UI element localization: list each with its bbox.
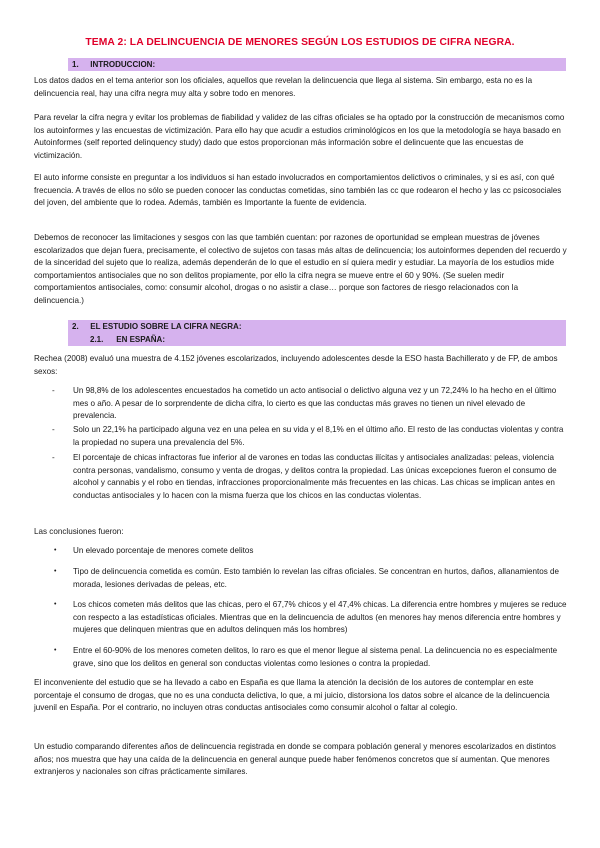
dash-item-1: Un 98,8% de los adolescentes encuestados ha cometido un acto antisocial o delictivo alguna vez y un 72,24% lo ha hecho en el último mes o año. A pesar de lo sorprendente de dicha cifra, lo cierto es que las conductas más graves no tienen un nivel elevado de prevalencia. [73, 386, 557, 420]
section-heading-cifra-negra [68, 320, 566, 333]
closing-paragraph-2: Un estudio comparando diferentes años de delincuencia registrada en donde se compara población general y menores escolarizados en distintos años; nos muestra que hay una caída de la delincuencia en general aunque puede haber fenómenos concretos que sí aumentan. Que menores extranjeros y nacionales son cifras prácticamente similares. [34, 742, 556, 776]
subsection-heading-espana [68, 333, 566, 346]
conclusion-item-2: Tipo de delincuencia cometida es común. Esto también lo revelan las cifras oficiales. Se concentran en hurtos, daños, allanamientos de morada, lesiones derivadas de peleas, etc. [73, 567, 560, 589]
intro-paragraph-3: El auto informe consiste en preguntar a los individuos si han estado involucrados en comportamientos delictivos o criminales, y si es así, con qué frecuencia. A través de ellos no sólo se pueden conocer las conductas cometidas, sino también las cc que rodearon el hecho y las cc psicosociales del joven, del ambiente que lo rodea. Además, también es Importante la fuente de evidencia. [34, 173, 562, 207]
dash-item-3: El porcentaje de chicas infractoras fue inferior al de varones en todas las conductas ilícitas y antisociales analizadas: peleas, violencia contra personas, vandalismo, consumo y venta de drogas, y delitos contra la propiedad. Las únicas excepciones fueron el consumo de alcohol y cannabis y el robo en tiendas, infracciones proporcionalmente más frecuentes en las chicas. Las chicas se implican antes en conductas antisociales y lo hacen con la misma fuerza que los chicos en las conductas violentas. [73, 453, 557, 500]
section-label: INTRODUCCION: [90, 60, 156, 69]
subsection-number: 2.1. [90, 335, 104, 344]
bullet-marker: • [54, 547, 57, 554]
conclusion-item-4: Entre el 60-90% de los menores cometen delitos, lo raro es que el menor llegue al sistema penal. La delincuencia no es especialmente grave, sino que los delitos en general son conductas violentas como lesiones o contra la propiedad. [73, 646, 558, 668]
subsection-label: EN ESPAÑA: [116, 335, 165, 344]
section-number: 2. [72, 322, 79, 331]
dash-item-2: Solo un 22,1% ha participado alguna vez en una pelea en su vida y el 8,1% en el último año. El resto de las conductas violentas y contra la propiedad no supera una prevalencia del 5%. [73, 425, 564, 447]
rechea-paragraph: Rechea (2008) evaluó una muestra de 4.152 jóvenes escolarizados, incluyendo adolescentes desde la ESO hasta Bachillerato y de FP, de ambos sexos: [34, 354, 558, 376]
dash-marker: - [52, 425, 55, 434]
bullet-marker: • [54, 601, 57, 608]
conclusion-item-1: Un elevado porcentaje de menores comete delitos [73, 546, 254, 555]
section-number: 1. [72, 60, 79, 69]
section-heading-introduccion [68, 58, 566, 71]
dash-marker: - [52, 453, 55, 462]
intro-paragraph-2: Para revelar la cifra negra y evitar los problemas de fiabilidad y validez de las cifras oficiales se ha optado por la construcción de mecanismos como los autoinformes y las encuestas de victimización. Para ello hay que acudir a estudios criminológicos en los que la metodología se haya basado en Autoinformes (self reported delinquency study) dado que estos proporcionan más información sobre el delincuente que las encuestas de victimización. [34, 113, 565, 160]
dash-marker: - [52, 386, 55, 395]
intro-paragraph-4: Debemos de reconocer las limitaciones y sesgos con las que también cuentan: por razones de oportunidad se emplean muestras de jóvenes escolarizados que dejan fuera, precisamente, el colectivo de sujetos con tasas más altas de delincuencia; los autoinformes dependen del recuerdo y de la sinceridad del sujeto que lo realiza, además dependerán de lo que el estudio en sí quiera medir y estudiar. La mayoría de los estudios mide comportamientos antisociales que no son delitos propiamente, por ello la cifra negra se mueve entre el 60 y 90%. (Se suelen medir comportamientos antisociales, como: consumir alcohol, drogas o no asistir a clase… porque son factores de riesgo relacionados con la delincuencia.) [34, 233, 567, 305]
conclusions-label: Las conclusiones fueron: [34, 527, 124, 536]
section-label: EL ESTUDIO SOBRE LA CIFRA NEGRA: [90, 322, 242, 331]
bullet-marker: • [54, 647, 57, 654]
conclusion-item-3: Los chicos cometen más delitos que las chicas, pero el 67,7% chicos y el 47,4% chicas. La diferencia entre hombres y mujeres se reduce con respecto a las estadísticas oficiales. Mientras que en la delincuencia de adultos (en menores hay menos diferencia entre hombres y mujeres que delinquen mientras que en adultos delinquen más los hombres) [73, 600, 567, 634]
intro-paragraph-1: Los datos dados en el tema anterior son los oficiales, aquellos que revelan la delincuencia que llega al sistema. Sin embargo, esta no es la delincuencia real, hay una cifra negra muy alta y sobre todo en menores. [34, 76, 533, 98]
document-title: TEMA 2: LA DELINCUENCIA DE MENORES SEGÚN LOS ESTUDIOS DE CIFRA NEGRA. [85, 37, 515, 48]
bullet-marker: • [54, 568, 57, 575]
closing-paragraph-1: El inconveniente del estudio que se ha llevado a cabo en España es que llama la atención la decisión de los autores de contemplar en este porcentaje el consumo de drogas, que no es una conducta delictiva, lo que, a mi juicio, distorsiona los datos sobre el alcance de la delincuencia juvenil en España. Por el contrario, no incluyen otras conductas antisociales como consumir alcohol o faltar al colegio. [34, 678, 550, 712]
